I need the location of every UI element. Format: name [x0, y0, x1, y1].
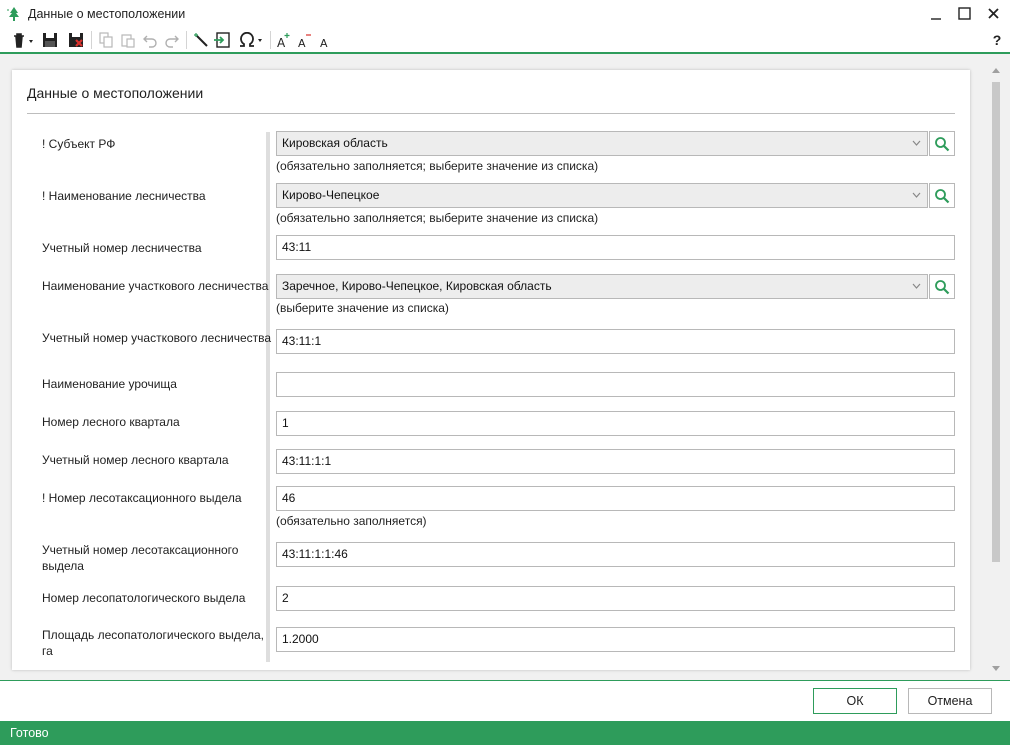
redo-button[interactable] [162, 29, 182, 51]
pathology-unit-field[interactable]: 2 [276, 586, 955, 611]
pathology-area-label: Площадь лесопатологического выдела, га [42, 628, 265, 658]
subject-hint: (обязательно заполняется; выберите значение из списка) [276, 159, 599, 173]
forestry-combo[interactable] [276, 183, 928, 208]
district-number-label: Учетный номер участкового лесничества [42, 331, 272, 345]
quarter-account-label: Учетный номер лесного квартала [42, 453, 229, 467]
district-forestry-label: Наименование участкового лесничества [42, 279, 269, 293]
status-text: Готово [10, 726, 49, 740]
district-forestry-hint: (выберите значение из списка) [276, 301, 449, 315]
vertical-scrollbar[interactable] [989, 62, 1003, 680]
magic-wand-icon [193, 32, 209, 48]
font-increase-button[interactable] [275, 29, 293, 51]
import-button[interactable] [212, 29, 232, 51]
toolbar [0, 28, 1010, 52]
toolbar-separator [91, 31, 92, 49]
forestry-hint: (обязательно заполняется; выберите значение из списка) [276, 211, 599, 225]
font-default-button[interactable] [316, 29, 334, 51]
scroll-thumb[interactable] [992, 82, 1000, 562]
forestry-value: Кирово-Чепецкое [282, 188, 380, 202]
font-decrease-button[interactable] [296, 29, 314, 51]
status-bar [0, 721, 1010, 745]
ok-button[interactable]: ОК [813, 688, 897, 714]
search-icon [934, 136, 950, 152]
subject-combo[interactable] [276, 131, 928, 156]
scroll-down-icon[interactable] [991, 665, 1001, 673]
toolbar-separator [186, 31, 187, 49]
tract-name-field[interactable] [276, 372, 955, 397]
copy-button[interactable] [96, 29, 116, 51]
search-icon [934, 279, 950, 295]
chevron-down-icon [912, 192, 921, 198]
font-increase-icon [276, 32, 292, 48]
maximize-icon[interactable] [953, 4, 975, 24]
help-button[interactable]: ? [992, 32, 1002, 48]
taxation-account-field[interactable]: 43:11:1:1:46 [276, 542, 955, 567]
subject-label: ! Субъект РФ [42, 137, 116, 151]
svg-text:A: A [298, 37, 306, 48]
svg-text:A: A [277, 36, 286, 48]
taxation-account-label: Учетный номер лесотаксационного выдела [42, 543, 239, 573]
font-decrease-icon [297, 32, 313, 48]
quarter-account-field[interactable]: 43:11:1:1 [276, 449, 955, 474]
form-title-rule [27, 113, 955, 114]
pathology-unit-label: Номер лесопатологического выдела [42, 591, 246, 605]
paste-icon [120, 32, 136, 48]
close-icon[interactable] [982, 4, 1004, 24]
window-title: Данные о местоположении [28, 7, 186, 21]
clear-button[interactable] [10, 29, 36, 51]
forestry-number-field[interactable]: 43:11 [276, 235, 955, 260]
forestry-number-label: Учетный номер лесничества [42, 241, 202, 255]
pathology-area-field[interactable]: 1.2000 [276, 627, 955, 652]
title-bar [0, 0, 1010, 28]
redo-icon [164, 32, 180, 48]
minimize-icon[interactable] [925, 4, 947, 24]
quarter-number-field[interactable]: 1 [276, 411, 955, 436]
save-close-button[interactable] [66, 29, 86, 51]
undo-icon [142, 32, 158, 48]
district-forestry-lookup-button[interactable] [929, 274, 955, 299]
location-form [12, 70, 970, 670]
import-icon [213, 32, 231, 48]
clear-icon [11, 32, 35, 48]
magic-wand-button[interactable] [191, 29, 211, 51]
subject-lookup-button[interactable] [929, 131, 955, 156]
toolbar-separator [270, 31, 271, 49]
scroll-up-icon[interactable] [991, 66, 1001, 74]
paste-button[interactable] [118, 29, 138, 51]
chevron-down-icon [912, 283, 921, 289]
undo-button[interactable] [140, 29, 160, 51]
form-title: Данные о местоположении [27, 85, 204, 101]
taxation-unit-label: ! Номер лесотаксационного выдела [42, 491, 242, 505]
special-char-button[interactable] [236, 29, 266, 51]
save-icon [42, 32, 58, 48]
column-splitter[interactable] [266, 132, 270, 662]
save-button[interactable] [40, 29, 60, 51]
tree-icon [6, 6, 22, 22]
quarter-number-label: Номер лесного квартала [42, 415, 180, 429]
save-close-icon [68, 32, 84, 48]
taxation-unit-hint: (обязательно заполняется) [276, 514, 427, 528]
svg-text:A: A [320, 37, 328, 48]
tract-name-label: Наименование урочища [42, 377, 177, 391]
chevron-down-icon [912, 140, 921, 146]
copy-icon [98, 32, 114, 48]
font-default-icon [317, 32, 333, 48]
cancel-button[interactable]: Отмена [908, 688, 992, 714]
omega-icon [237, 32, 265, 48]
forestry-label: ! Наименование лесничества [42, 189, 206, 203]
district-forestry-combo[interactable] [276, 274, 928, 299]
taxation-unit-field[interactable]: 46 [276, 486, 955, 511]
search-icon [934, 188, 950, 204]
district-number-field[interactable]: 43:11:1 [276, 329, 955, 354]
subject-value: Кировская область [282, 136, 388, 150]
footer-divider [0, 680, 1010, 681]
forestry-lookup-button[interactable] [929, 183, 955, 208]
district-forestry-value: Заречное, Кирово-Чепецкое, Кировская область [282, 279, 552, 293]
